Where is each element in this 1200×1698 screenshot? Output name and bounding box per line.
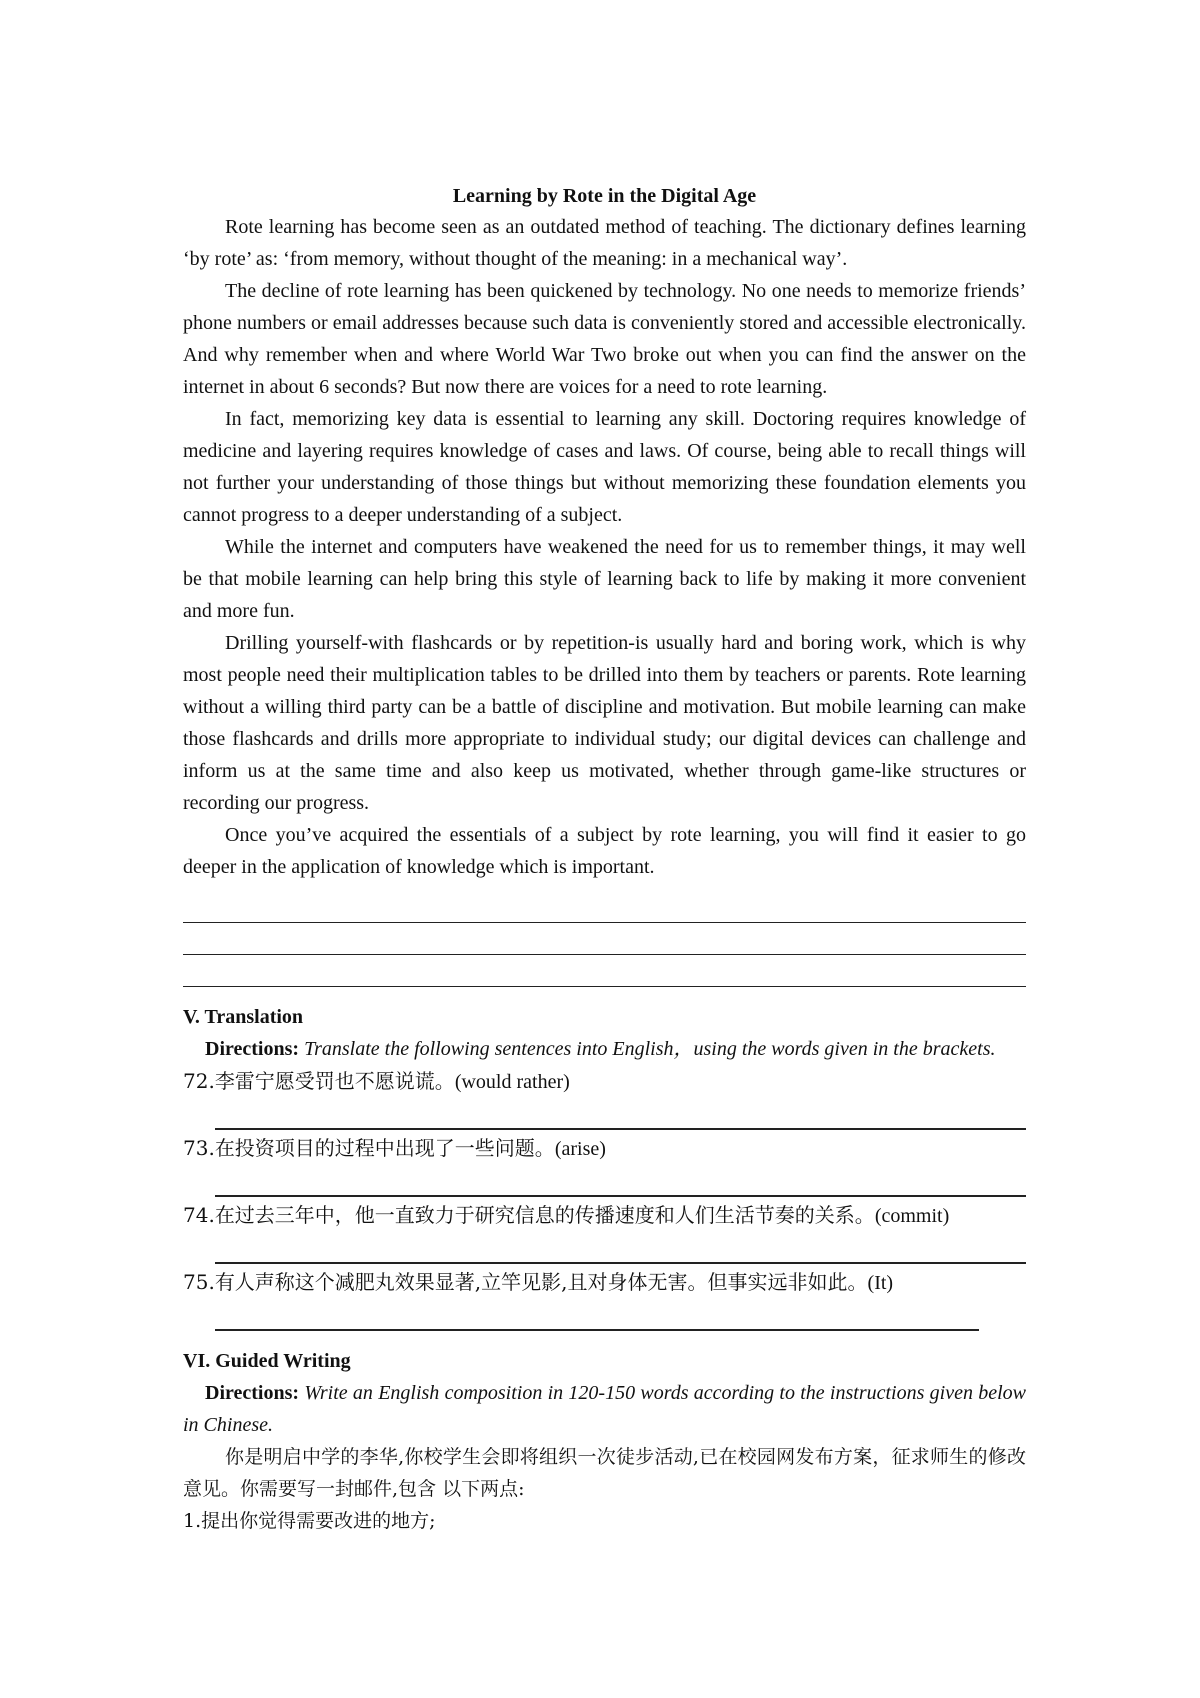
passage-paragraph: Once you’ve acquired the essentials of a subject by rote learning, you will find it easier to go deeper in the application of knowledge which is important. <box>183 824 1026 878</box>
summary-line[interactable] <box>183 891 1026 923</box>
writing-prompt: 你是明启中学的李华,你校学生会即将组织一次徒步活动,已在校园网发布方案，征求师生的修改意见。你需要写一封邮件,包含 以下两点: <box>183 1446 1026 1500</box>
item-text: 有人声称这个减肥丸效果显著,立竿见影,且对身体无害。但事实远非如此。 <box>214 1270 868 1294</box>
item-number: 75. <box>183 1270 215 1294</box>
summary-line[interactable] <box>183 955 1026 987</box>
item-hint: (would rather) <box>454 1071 570 1093</box>
translation-directions <box>183 1033 1026 1065</box>
writing-directions <box>183 1377 1026 1441</box>
writing-heading: VI. Guided Writing <box>183 1350 351 1372</box>
directions-label: Directions: <box>205 1382 300 1404</box>
answer-line[interactable] <box>215 1232 1026 1264</box>
item-text: 在投资项目的过程中出现了一些问题。 <box>214 1136 555 1160</box>
passage-paragraph: The decline of rote learning has been quickened by technology. No one needs to memorize friends’ phone numbers or email addresses because such data is conveniently stored and accessible electronically. And why remember when and where World War Two broke out when you can find the answer on the internet in about 6 seconds? But now there are voices for a need to rote learning. <box>183 280 1026 398</box>
item-text: 在过去三年中，他一直致力于研究信息的传播速度和人们生活节奏的关系。 <box>214 1203 875 1227</box>
item-number: 73. <box>183 1136 215 1160</box>
answer-line[interactable] <box>215 1165 1026 1197</box>
passage-paragraph: Rote learning has become seen as an outdated method of teaching. The dictionary defines learning ‘by rote’ as: ‘from memory, without thought of the meaning: in a mechanical way’. <box>183 216 1026 270</box>
answer-line[interactable] <box>215 1299 979 1331</box>
item-hint: (It) <box>867 1272 894 1294</box>
summary-answer-lines[interactable] <box>183 891 1026 987</box>
summary-line[interactable] <box>183 923 1026 955</box>
translation-item-73 <box>183 1132 1026 1197</box>
translation-item-75 <box>183 1266 1026 1331</box>
item-number: 72. <box>183 1069 215 1093</box>
item-text: 李雷宁愿受罚也不愿说谎。 <box>214 1069 455 1093</box>
translation-item-72 <box>183 1065 1026 1130</box>
passage-paragraph: While the internet and computers have weakened the need for us to remember things, it may well be that mobile learning can help bring this style of learning back to life by making it more convenient and more fun. <box>183 536 1026 622</box>
translation-heading: V. Translation <box>183 1006 304 1028</box>
translation-item-74 <box>183 1199 1026 1264</box>
passage-body <box>183 211 1026 883</box>
exam-page <box>183 181 1026 1537</box>
directions-text: Translate the following sentences into English，using the words given in the brackets. <box>304 1038 996 1060</box>
item-number: 74. <box>183 1203 215 1227</box>
passage-paragraph: Drilling yourself-with flashcards or by repetition-is usually hard and boring work, which is why most people need their multiplication tables to be drilled into them by teachers or parents. Rote learning without a willing third party can be a battle of discipline and motivation. But mobile learning can make those flashcards and drills more appropriate to individual study; our digital devices can challenge and inform us at the same time and also keep us motivated, whether through game-like structures or recording our progress. <box>183 632 1026 814</box>
answer-line[interactable] <box>215 1098 1026 1130</box>
item-hint: (arise) <box>554 1138 606 1160</box>
directions-label: Directions: <box>205 1038 300 1060</box>
writing-point: 1.提出你觉得需要改进的地方; <box>183 1510 436 1532</box>
passage-paragraph: In fact, memorizing key data is essential to learning any skill. Doctoring requires knowledge of medicine and layering requires knowledge of cases and laws. Of course, being able to recall things will not further your understanding of those things but without memorizing these foundation elements you cannot progress to a deeper understanding of a subject. <box>183 408 1026 526</box>
item-hint: (commit) <box>874 1205 950 1227</box>
passage-title: Learning by Rote in the Digital Age <box>452 185 757 207</box>
directions-text: Write an English composition in 120-150 words according to the instructions given below in Chinese. <box>183 1382 1026 1436</box>
